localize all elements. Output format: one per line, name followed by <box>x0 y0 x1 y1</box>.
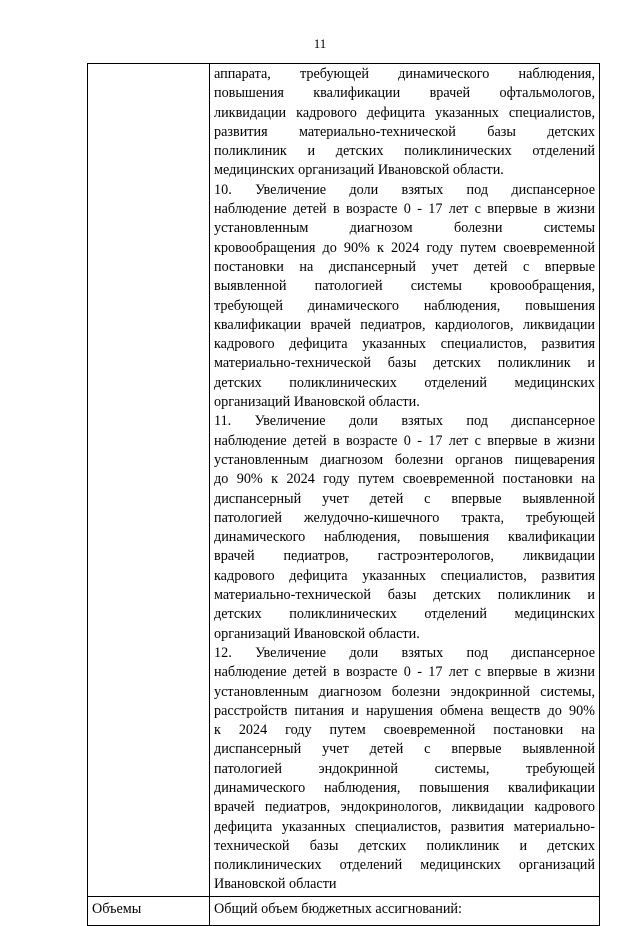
text-line: расстройств питания и нарушения обмена веществ до 90% <box>214 702 595 719</box>
page-number: 11 <box>313 36 327 51</box>
text-line: установленным диагнозом болезни системы <box>214 220 595 237</box>
text-line: Ивановской области <box>214 876 337 893</box>
text-line: диспансерный учет детей с впервые выявленной <box>214 490 595 507</box>
text-line: ликвидации кадрового дефицита указанных специалистов, <box>214 104 595 121</box>
text-line: динамического наблюдения, повышения квалификации <box>214 779 595 796</box>
row-content-lines <box>214 900 595 919</box>
text-line: установленным диагнозом болезни эндокринной системы, <box>214 683 595 700</box>
text-line: материально-технической базы детских поликлиник и <box>214 355 595 372</box>
text-line: дефицита указанных специалистов, развития материально- <box>214 818 595 835</box>
text-line: медицинских организаций Ивановской области. <box>214 162 504 179</box>
text-line: материально-технической базы детских поликлиник и <box>214 587 595 604</box>
table-row <box>88 64 600 897</box>
row-label-cell: Объемы <box>88 896 210 925</box>
text-line: кадрового дефицита указанных специалистов, развития <box>214 336 595 353</box>
text-line: до 90% к 2024 году путем своевременной постановки на <box>214 471 595 488</box>
text-line: диспансерный учет детей с впервые выявленной <box>214 741 595 758</box>
text-line: квалификации врачей педиатров, кардиологов, ликвидации <box>214 316 595 333</box>
text-line: установленным диагнозом болезни органов пищеварения <box>214 451 595 468</box>
text-line: 11. Увеличение доли взятых под диспансерное <box>214 413 595 430</box>
text-line: врачей педиатров, гастроэнтерологов, ликвидации <box>214 548 595 565</box>
table-row <box>88 896 600 925</box>
text-line: детских поликлинических отделений медицинских <box>214 606 595 623</box>
text-line: наблюдение детей в возрасте 0 - 17 лет с впервые в жизни <box>214 432 595 449</box>
text-line: поликлинических отделений медицинских организаций <box>214 857 595 874</box>
text-line: выявленной патологией системы кровообращения, <box>214 278 595 295</box>
text-line: 10. Увеличение доли взятых под диспансерное <box>214 181 595 198</box>
row-content-lines <box>214 65 595 895</box>
text-line: динамического наблюдения, повышения квалификации <box>214 529 595 546</box>
text-line: аппарата, требующей динамического наблюдения, <box>214 66 595 82</box>
row-label-cell <box>88 64 210 897</box>
text-line: технической базы детских поликлиник и детских <box>214 837 595 854</box>
text-line: развития материально-технической базы детских <box>214 123 595 140</box>
text-line: кадрового дефицита указанных специалистов, развития <box>214 567 595 584</box>
text-line: патологией желудочно-кишечного тракта, требующей <box>214 509 595 526</box>
text-line: организаций Ивановской области. <box>214 625 420 642</box>
text-line: постановки на диспансерный учет детей с впервые <box>214 258 595 275</box>
text-line: патологией эндокринной системы, требующей <box>214 760 595 777</box>
text-line: Общий объем бюджетных ассигнований: <box>214 900 462 917</box>
text-line: требующей динамического наблюдения, повышения <box>214 297 595 314</box>
row-content-cell <box>210 64 600 897</box>
text-line: повышения квалификации врачей офтальмологов, <box>214 85 595 102</box>
text-line: врачей педиатров, эндокринологов, ликвидации кадрового <box>214 799 595 816</box>
text-line: поликлиник и детских поликлинических отделений <box>214 143 595 160</box>
text-line: наблюдение детей в возрасте 0 - 17 лет с впервые в жизни <box>214 664 595 681</box>
text-line: 12. Увеличение доли взятых под диспансерное <box>214 644 595 661</box>
row-content-cell <box>210 896 600 925</box>
text-line: организаций Ивановской области. <box>214 394 420 411</box>
text-line: детских поликлинических отделений медицинских <box>214 374 595 391</box>
text-line: кровообращения до 90% к 2024 году путем своевременной <box>214 239 595 256</box>
text-line: к 2024 году путем своевременной постановки на <box>214 722 595 739</box>
text-line: наблюдение детей в возрасте 0 - 17 лет с впервые в жизни <box>214 201 595 218</box>
program-passport-table <box>87 63 600 926</box>
